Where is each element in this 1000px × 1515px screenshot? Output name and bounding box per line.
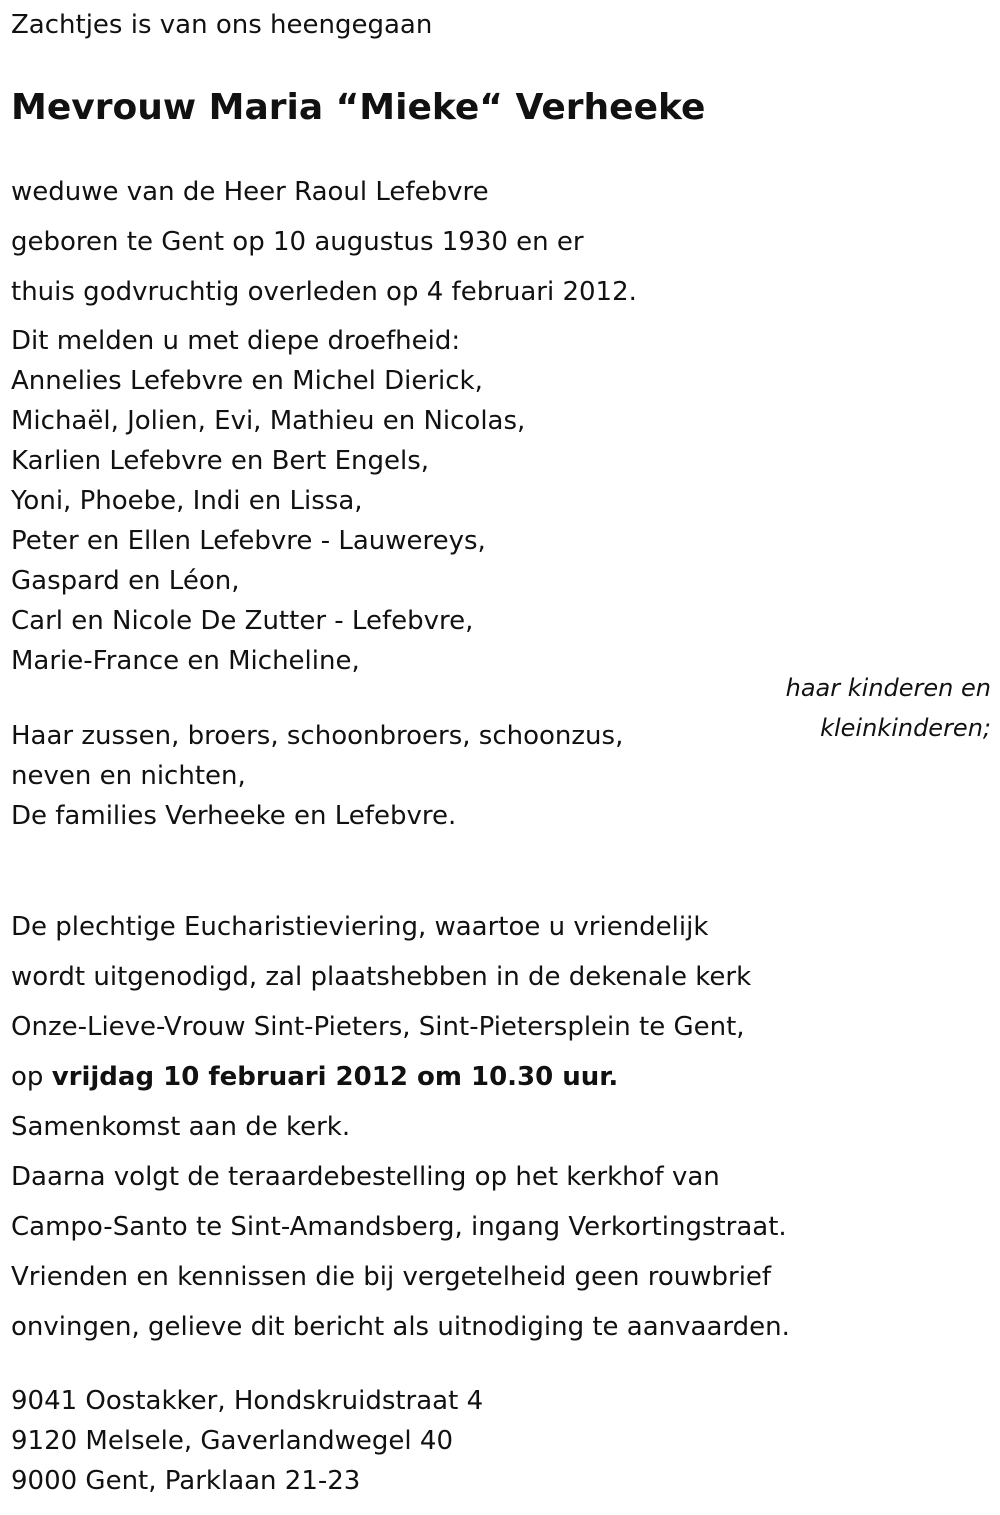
ceremony-line: Onze-Lieve-Vrouw Sint-Pieters, Sint-Pietersplein te Gent, <box>11 1012 745 1042</box>
family-line: Haar zussen, broers, schoonbroers, schoonzus, <box>11 721 624 751</box>
mourner-line: Michaël, Jolien, Evi, Mathieu en Nicolas, <box>11 406 526 436</box>
ceremony-line: onvingen, gelieve dit bericht als uitnodiging te aanvaarden. <box>11 1312 790 1342</box>
family-line: neven en nichten, <box>11 761 246 791</box>
mourner-line: Karlien Lefebvre en Bert Engels, <box>11 446 430 476</box>
mourner-line: Annelies Lefebvre en Michel Dierick, <box>11 366 483 396</box>
ceremony-details <box>11 902 790 1352</box>
ceremony-line: Samenkomst aan de kerk. <box>11 1112 351 1142</box>
ceremony-line: De plechtige Eucharistieviering, waartoe u vriendelijk <box>11 912 709 942</box>
mourners-list <box>11 321 525 681</box>
ceremony-line: Campo-Santo te Sint-Amandsberg, ingang Verkortingstraat. <box>11 1212 787 1242</box>
mourner-line: Carl en Nicole De Zutter - Lefebvre, <box>11 606 474 636</box>
mourner-line: Yoni, Phoebe, Indi en Lissa, <box>11 486 363 516</box>
ceremony-line: wordt uitgenodigd, zal plaatshebben in de dekenale kerk <box>11 962 752 992</box>
relation-note-line: haar kinderen en <box>785 674 991 702</box>
widow-line: weduwe van de Heer Raoul Lefebvre <box>11 177 489 207</box>
ceremony-date: vrijdag 10 februari 2012 om 10.30 uur. <box>51 1062 619 1092</box>
death-line: thuis godvruchtig overleden op 4 februari 2012. <box>11 277 637 307</box>
address-line: 9120 Melsele, Gaverlandwegel 40 <box>11 1426 453 1456</box>
extended-family-list <box>11 716 623 836</box>
mourner-line: Peter en Ellen Lefebvre - Lauwereys, <box>11 526 486 556</box>
deceased-name: Mevrouw Maria “Mieke“ Verheeke <box>11 87 706 128</box>
birth-line: geboren te Gent op 10 augustus 1930 en er <box>11 227 584 257</box>
family-line: De families Verheeke en Lefebvre. <box>11 801 457 831</box>
mourner-line: Gaspard en Léon, <box>11 566 240 596</box>
mourner-line: Marie-France en Micheline, <box>11 646 360 676</box>
ceremony-date-line <box>11 1052 790 1102</box>
ceremony-date-prefix: op <box>11 1062 52 1092</box>
mourners-intro: Dit melden u met diepe droefheid: <box>11 326 461 356</box>
relation-note <box>786 668 991 748</box>
ceremony-line: Daarna volgt de teraardebestelling op het kerkhof van <box>11 1162 720 1192</box>
ceremony-line: Vrienden en kennissen die bij vergetelheid geen rouwbrief <box>11 1262 772 1292</box>
addresses-list <box>11 1381 483 1501</box>
relation-note-line: kleinkinderen; <box>820 714 991 742</box>
address-line: 9041 Oostakker, Hondskruidstraat 4 <box>11 1386 484 1416</box>
address-line: 9000 Gent, Parklaan 21-23 <box>11 1466 361 1496</box>
intro-line: Zachtjes is van ons heengegaan <box>11 10 433 40</box>
